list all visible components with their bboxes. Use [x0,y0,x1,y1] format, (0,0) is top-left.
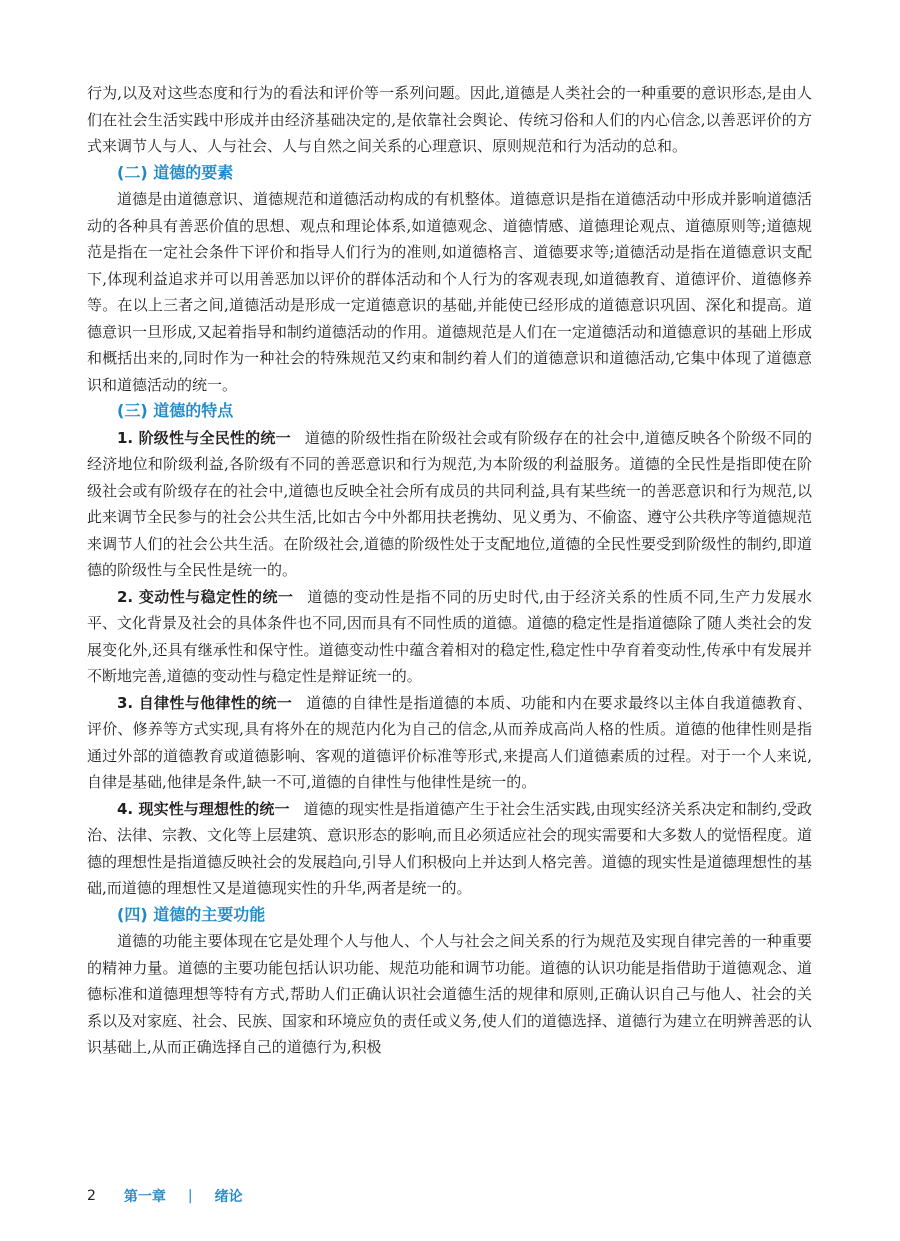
paragraph: 道德是由道德意识、道德规范和道德活动构成的有机整体。道德意识是指在道德活动中形成并影响道德活动的各种具有善恶价值的思想、观点和理论体系,如道德观念、道德情感、道德理论观点、道德原则等;道德规范是指在一定社会条件下评价和指导人们行为的准则,如道德格言、道德要求等;道德活动是指在道德意识支配下,体现利益追求并可以用善恶加以评价的群体活动和个人行为的客观表现,如道德教育、道德评价、道德修养等。在以上三者之间,道德活动是形成一定道德意识的基础,并能使已经形成的道德意识巩固、深化和提高。道德意识一旦形成,又起着指导和制约道德活动的作用。道德规范是人们在一定道德活动和道德意识的基础上形成和概括出来的,同时作为一种社会的特殊规范又约束和制约着人们的道德意识和道德活动,它集中体现了道德意识和道德活动的统一。 [87,190,812,394]
paragraph [87,690,812,796]
section-heading-characteristics: (三) 道德的特点 [117,401,234,420]
paragraph [87,584,812,690]
page-body [87,80,812,1061]
paragraph-text: 道德的变动性是指不同的历史时代,由于经济关系的性质不同,生产力发展水平、文化背景及社会的具体条件也不同,因而具有不同性质的道德。道德的稳定性是指道德除了随人类社会的发展变化外,还具有继承性和保守性。道德变动性中蕴含着相对的稳定性,稳定性中孕育着变动性,传承中有发展并不断地完善,道德的变动性与稳定性是辩证统一的。 [87,587,813,685]
chapter-title: 绪论 [214,1189,243,1205]
subheading-autonomy-heteronomy: 3. 自律性与他律性的统一 [117,693,293,712]
paragraph-text: 道德的阶级性指在阶级社会或有阶级存在的社会中,道德反映各个阶级不同的经济地位和阶级利益,各阶级有不同的善恶意识和行为规范,为本阶级的利益服务。道德的全民性是指即使在阶级社会或有阶级存在的社会中,道德也反映全社会所有成员的共同利益,具有某些统一的善恶意识和行为规范,以此来调节全民参与的社会公共生活,比如古今中外都用扶老携幼、见义勇为、不偷盗、遵守公共秩序等道德规范来调节人们的社会公共生活。在阶级社会,道德的阶级性处于支配地位,道德的全民性要受到阶级性的制约,即道德的阶级性与全民性是统一的。 [87,428,812,579]
page-footer [87,1186,243,1206]
paragraph: 行为,以及对这些态度和行为的看法和评价等一系列问题。因此,道德是人类社会的一种重要的意识形态,是由人们在社会生活实践中形成并由经济基础决定的,是依靠社会舆论、传统习俗和人们的内心信念,以善恶评价的方式来调节人与人、人与社会、人与自然之间关系的心理意识、原则规范和行为活动的总和。 [87,84,812,155]
paragraph [87,796,812,902]
subheading-reality-ideal: 4. 现实性与理想性的统一 [117,799,290,818]
paragraph: 道德的功能主要体现在它是处理个人与他人、个人与社会之间关系的行为规范及实现自律完善的一种重要的精神力量。道德的主要功能包括认识功能、规范功能和调节功能。道德的认识功能是指借助于道德观念、道德标准和道德理想等特有方式,帮助人们正确认识社会道德生活的规律和原则,正确认识自己与他人、社会的关系以及对家庭、社会、民族、国家和环境应负的责任或义务,使人们的道德选择、道德行为建立在明辨善恶的认识基础上,从而正确选择自己的道德行为,积极 [87,932,812,1056]
subheading-change-stability: 2. 变动性与稳定性的统一 [117,587,294,606]
section-heading-elements: (二) 道德的要素 [117,162,234,182]
chapter-label: 第一章 [123,1189,166,1205]
footer-separator: | [187,1188,193,1204]
paragraph [87,425,812,584]
paragraph-text: 道德的现实性是指道德产生于社会生活实践,由现实经济关系决定和制约,受政治、法律、宗教、文化等上层建筑、意识形态的影响,而且必须适应社会的现实需要和大多数人的觉悟程度。道德的理想性是指道德反映社会的发展趋向,引导人们积极向上并达到人格完善。道德的现实性是道德理想性的基础,而道德的理想性又是道德现实性的升华,两者是统一的。 [87,799,812,897]
subheading-class-universality: 1. 阶级性与全民性的统一 [117,428,291,447]
page-number: 2 [87,1188,96,1204]
paragraph-text: 道德的自律性是指道德的本质、功能和内在要求最终以主体自我道德教育、评价、修养等方式实现,具有将外在的规范内化为自己的信念,从而养成高尚人格的性质。道德的他律性则是指通过外部的道德教育或道德影响、客观的道德评价标准等形式,来提高人们道德素质的过程。对于一个人来说,自律是基础,他律是条件,缺一不可,道德的自律性与他律性是统一的。 [87,693,812,791]
section-heading-functions: (四) 道德的主要功能 [117,904,266,924]
